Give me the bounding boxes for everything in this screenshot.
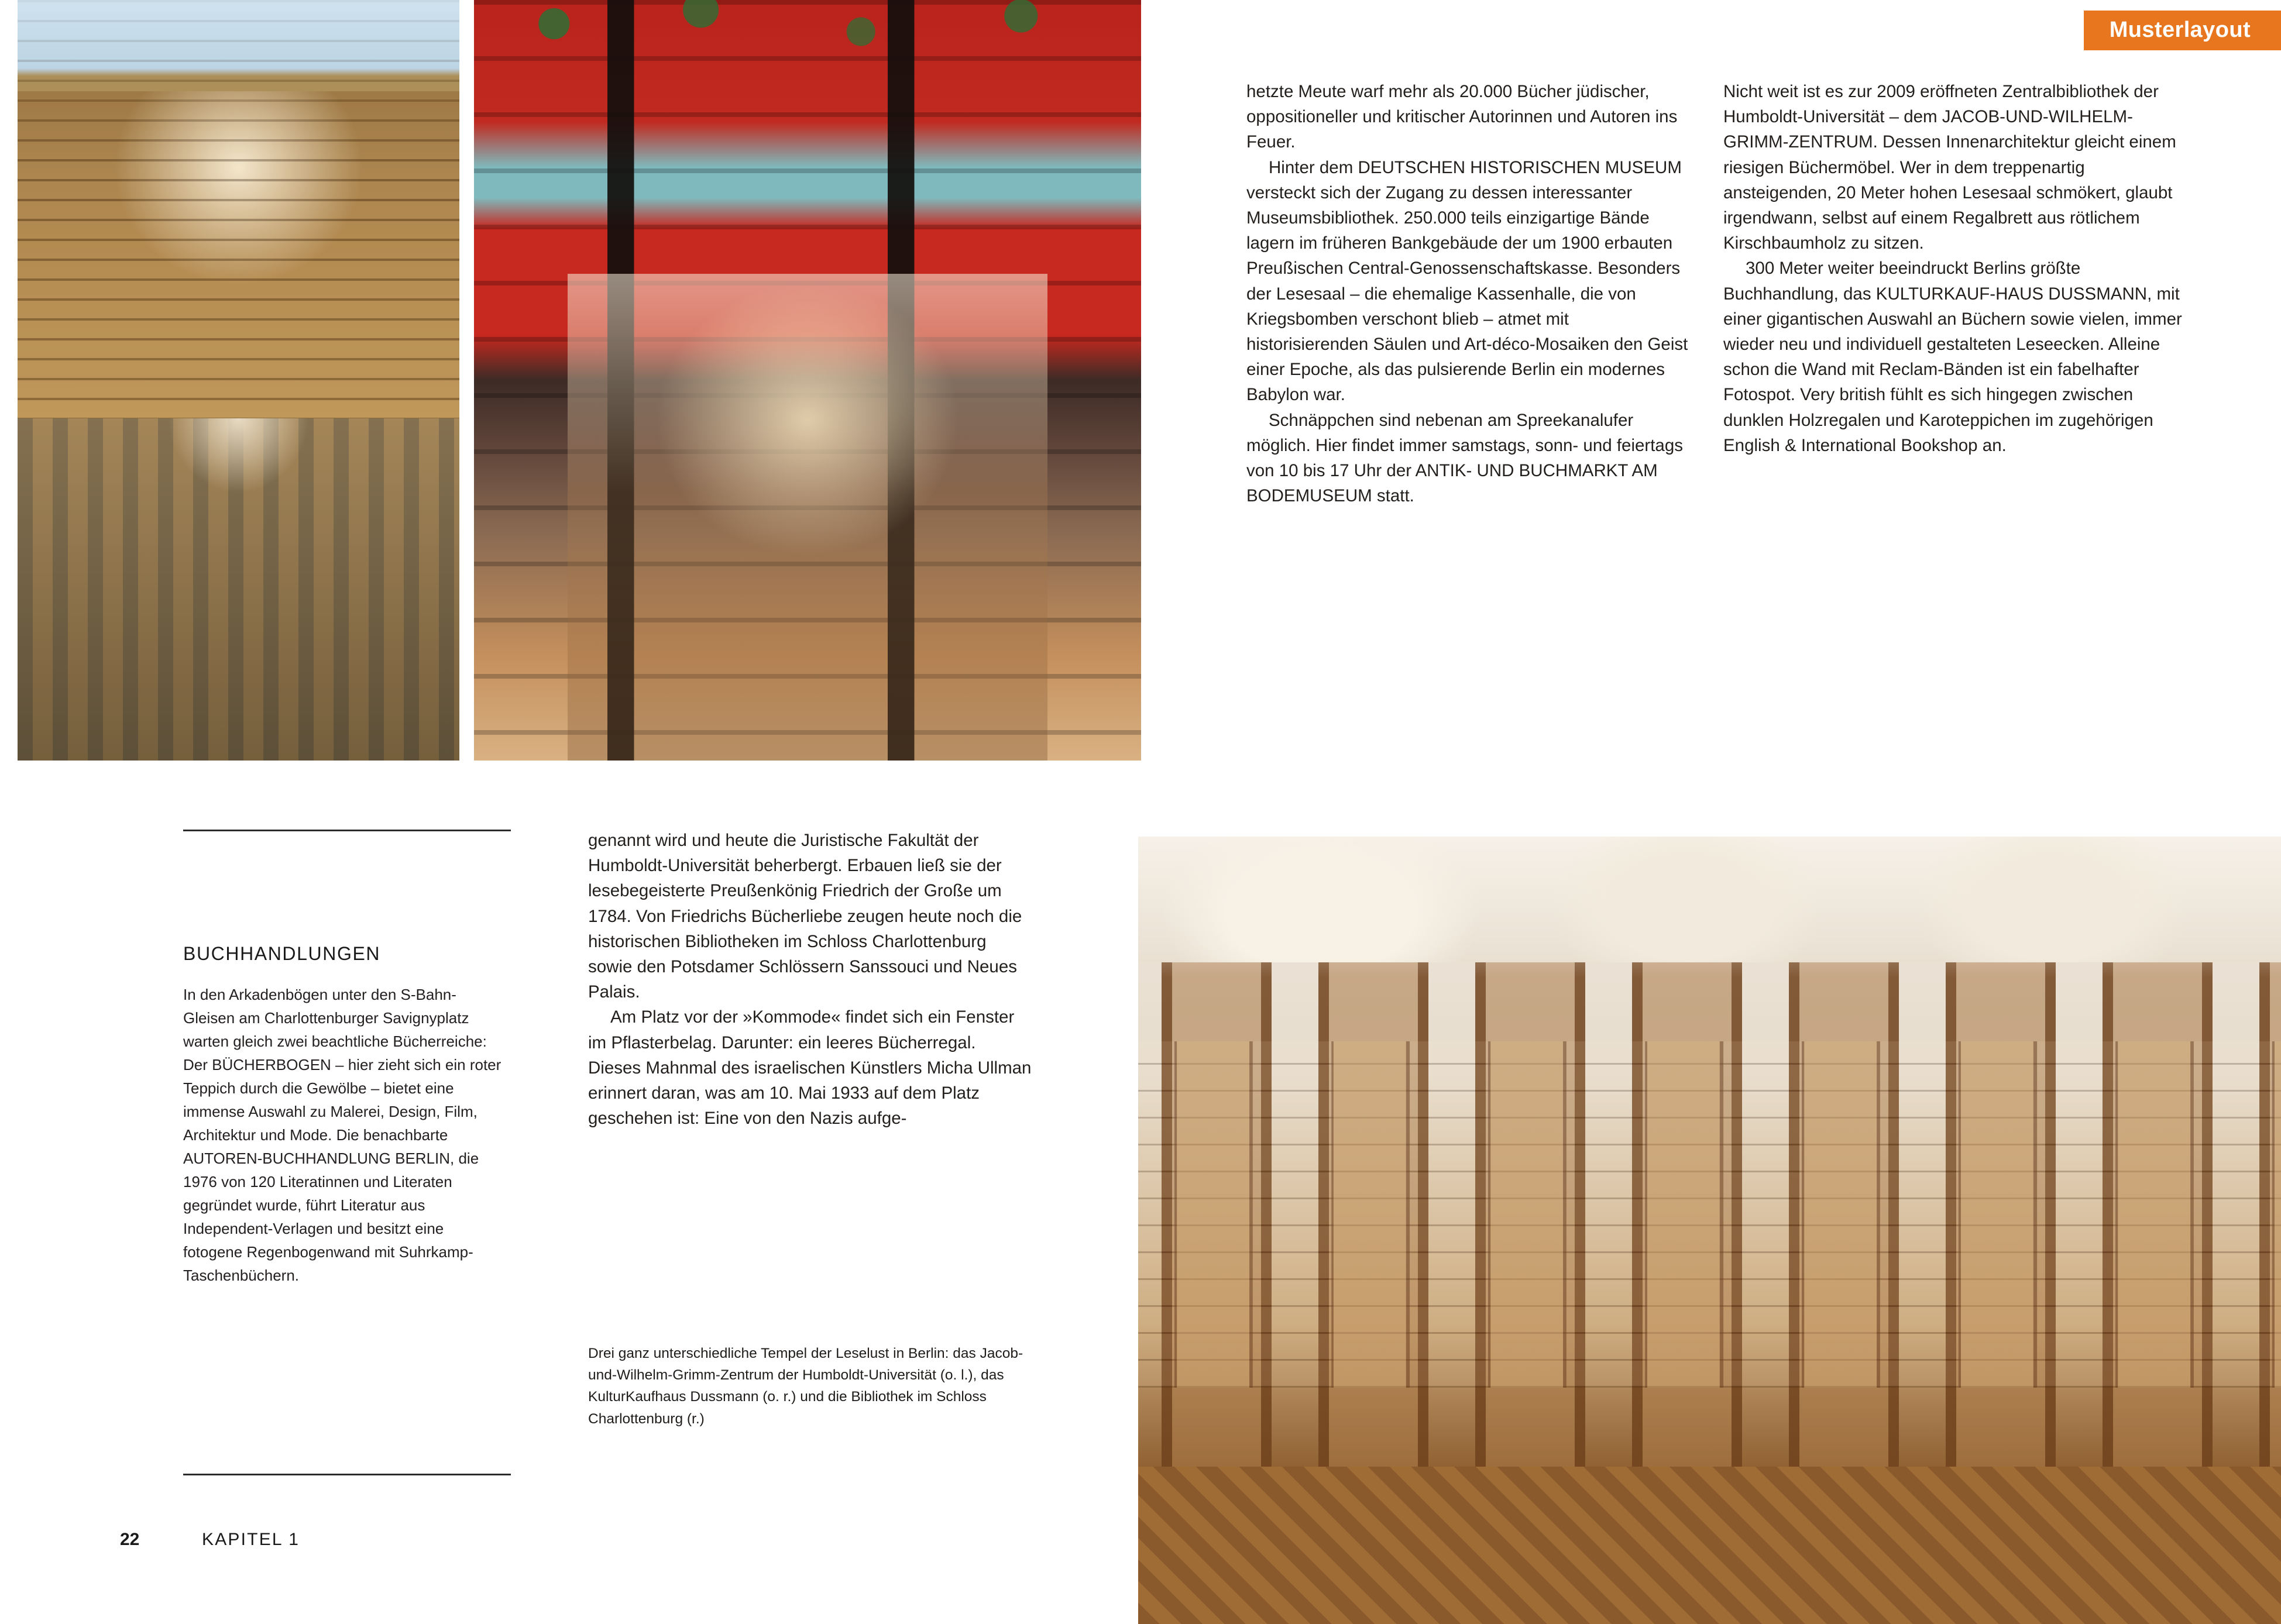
paragraph: Schnäppchen sind nebenan am Spreekanalufer möglich. Hier findet immer samstags, sonn- und feiertags von 10 bis 17 Uhr der ANTIK- UND BUCHMARKT AM BODEMUSEUM statt. [1246,410,1683,506]
page-number: 22 [120,1530,140,1549]
chapter-label: KAPITEL 1 [202,1530,300,1549]
sidebar-rule-bottom [183,1474,511,1475]
body-column-lower [588,828,1033,1131]
paragraph: Am Platz vor der »Kommode« findet sich ein Fenster im Pflasterbelag. Darunter: ein leeres Bücherregal. Dieses Mahnmal des israelischen Künstlers Micha Ullman erinnert daran, was am 10. Mai 1933 auf dem Platz geschehen ist: Eine von den Nazis aufge- [588,1007,1032,1128]
paragraph: genannt wird und heute die Juristische Fakultät der Humboldt-Universität beherbergt. Erbauen ließ sie der lesebegeisterte Preußenkönig Friedrich der Große um 1784. Von Friedrichs Bücherliebe zeugen heute noch die historischen Bibliotheken im Schloss Charlottenburg sowie den Potsdamer Schlössern Sanssouci und Neues Palais. [588,831,1022,1002]
paragraph: 300 Meter weiter beeindruckt Berlins größte Buchhandlung, das KULTURKAUF-HAUS DUSSMANN, mit einer gigantischen Auswahl an Büchern sowie vielen, immer wieder neu und individuell gestalteten Leseecken. Alleine schon die Wand mit Reclam-Bänden ist ein fabelhafter Fotospot. Very british fühlt es sich hingegen zwischen dunklen Holzregalen und Karoteppichen im zugehörigen English & International Bookshop an. [1723,259,2182,455]
image-caption: Drei ganz unterschiedliche Tempel der Leselust in Berlin: das Jacob-und-Wilhelm-Grimm-Zentrum der Humboldt-Universität (o. l.), das KulturKaufhaus Dussmann (o. r.) und die Bibliothek im Schloss Charlottenburg (r.) [588,1346,1023,1427]
image-schloss-charlottenburg-bibliothek [1138,837,2281,1624]
body-column-left [1246,79,1691,508]
image-kulturkaufhaus-dussmann-atrium [474,0,1141,761]
paragraph: Nicht weit ist es zur 2009 eröffneten Zentralbibliothek der Humboldt-Universität – dem JACOB-UND-WILHELM-GRIMM-ZENTRUM. Dessen Innenarchitektur gleicht einem riesigen Büchermöbel. Wer in dem treppenartig ansteigenden, 20 Meter hohen Lesesaal schmökert, glaubt irgendwann, selbst auf einem Regalbrett aus rötlichem Kirschbaumholz zu sitzen. [1723,82,2176,253]
paragraph: Hinter dem DEUTSCHEN HISTORISCHEN MUSEUM versteckt sich der Zugang zu dessen interessanter Museumsbibliothek. 250.000 teils einzigartige Bände lagern im früheren Bankgebäude der um 1900 erbauten Preußischen Central-Genossenschaftskasse. Besonders der Lesesaal – die ehemalige Kassenhalle, die von Kriegsbomben verschont blieb – atmet mit historisierenden Säulen und Art-déco-Mosaiken den Geist einer Epoche, als das pulsierende Berlin ein modernes Babylon war. [1246,157,1688,405]
image-grimm-zentrum-reading-hall [18,0,459,761]
musterlayout-badge: Musterlayout [2084,11,2281,50]
sidebar-body: In den Arkadenbögen unter den S-Bahn-Gleisen am Charlottenburger Savignyplatz warten gleich zwei beachtliche Bücherreiche: Der BÜCHERBOGEN – hier zieht sich ein roter Teppich durch die Gewölbe – bietet eine immense Auswahl zu Malerei, Design, Film, Architektur und Mode. Die benachbarte AUTOREN-BUCHHANDLUNG BERLIN, die 1976 von 120 Literatinnen und Literaten gegründet wurde, führt Literatur aus Independent-Verlagen und besitzt eine fotogene Regenbogenwand mit Suhrkamp-Taschenbüchern. [183,986,501,1285]
sidebar-title: BUCHHANDLUNGEN [183,943,381,964]
body-column-right [1723,79,2191,458]
sidebar-rule-top [183,830,511,831]
paragraph: hetzte Meute warf mehr als 20.000 Bücher jüdischer, oppositioneller und kritischer Autorinnen und Autoren ins Feuer. [1246,82,1678,152]
